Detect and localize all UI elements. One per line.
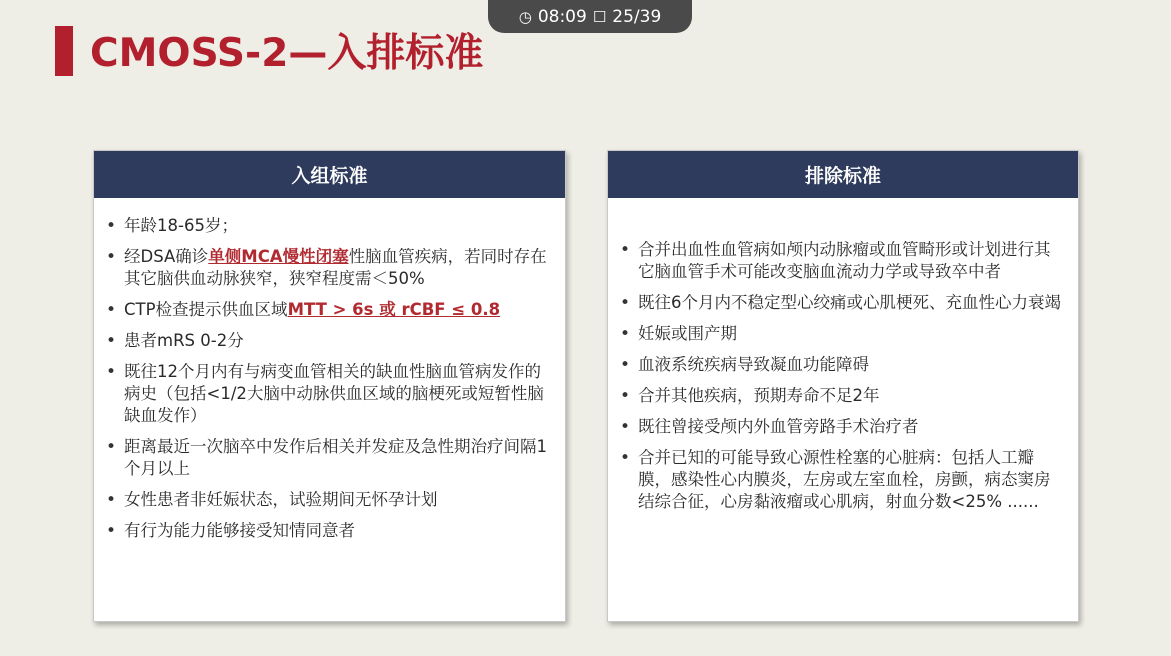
page-counter: 25/39	[612, 6, 662, 27]
exclusion-item: • 合并出血性血管病如颅内动脉瘤或血管畸形或计划进行其它脑血管手术可能改变脑血流动力学或导致卒中者	[608, 239, 1078, 283]
inclusion-item	[94, 489, 565, 511]
inclusion-item	[94, 520, 565, 542]
inclusion-header: 入组标准	[94, 151, 565, 198]
inclusion-item	[94, 361, 565, 427]
item-text: 距离最近一次脑卒中发作后相关并发症及急性期治疗间隔1个月以上	[124, 437, 547, 478]
inclusion-card	[93, 150, 566, 622]
exclusion-card	[607, 150, 1079, 622]
exclusion-item: • 妊娠或围产期	[608, 323, 1078, 345]
item-text: 患者mRS 0-2分	[124, 331, 244, 350]
inclusion-item	[94, 246, 565, 290]
item-text: 女性患者非妊娠状态，试验期间无怀孕计划	[124, 490, 438, 509]
highlighted-text: 单侧MCA慢性闭塞	[208, 247, 349, 266]
exclusion-header: 排除标准	[608, 151, 1078, 198]
inclusion-item	[94, 330, 565, 352]
slide-title: CMOSS-2—入排标准	[90, 31, 484, 76]
exclusion-item: • 血液系统疾病导致凝血功能障碍	[608, 354, 1078, 376]
page-icon: ☐	[592, 7, 607, 26]
item-text: 经DSA确诊	[124, 247, 209, 266]
exclusion-item: • 既往6个月内不稳定型心绞痛或心肌梗死、充血性心力衰竭	[608, 292, 1078, 314]
title-accent-bar	[55, 26, 73, 76]
exclusion-item: • 合并其他疾病，预期寿命不足2年	[608, 385, 1078, 407]
item-text: 既往12个月内有与病变血管相关的缺血性脑血管病发作的病史（包括<1/2大脑中动脉供血区域的脑梗死或短暂性脑缺血发作）	[124, 362, 544, 425]
inclusion-item	[94, 436, 565, 480]
inclusion-item	[94, 299, 565, 321]
presentation-status-bar	[488, 0, 692, 33]
highlighted-text: MTT > 6s 或 rCBF ≤ 0.8	[287, 300, 501, 319]
clock-icon: ◷	[518, 7, 532, 26]
exclusion-item: • 既往曾接受颅内外血管旁路手术治疗者	[608, 416, 1078, 438]
exclusion-item: • 合并已知的可能导致心源性栓塞的心脏病：包括人工瓣膜，感染性心内膜炎，左房或左室血栓，房颤，病态窦房结综合征，心房黏液瘤或心肌病，射血分数<25% ......	[608, 447, 1078, 513]
inclusion-list	[94, 198, 565, 542]
inclusion-item	[94, 215, 565, 237]
item-text: 性脑血管疾病，若同时存在其它脑供血动脉狭窄，狭窄程度需＜50%	[124, 247, 547, 288]
item-text: CTP检查提示供血区域	[124, 300, 288, 319]
item-text: 有行为能力能够接受知情同意者	[124, 521, 355, 540]
exclusion-list	[608, 198, 1078, 513]
time-display: 08:09	[537, 6, 587, 27]
item-text: 年龄18-65岁；	[124, 216, 238, 235]
